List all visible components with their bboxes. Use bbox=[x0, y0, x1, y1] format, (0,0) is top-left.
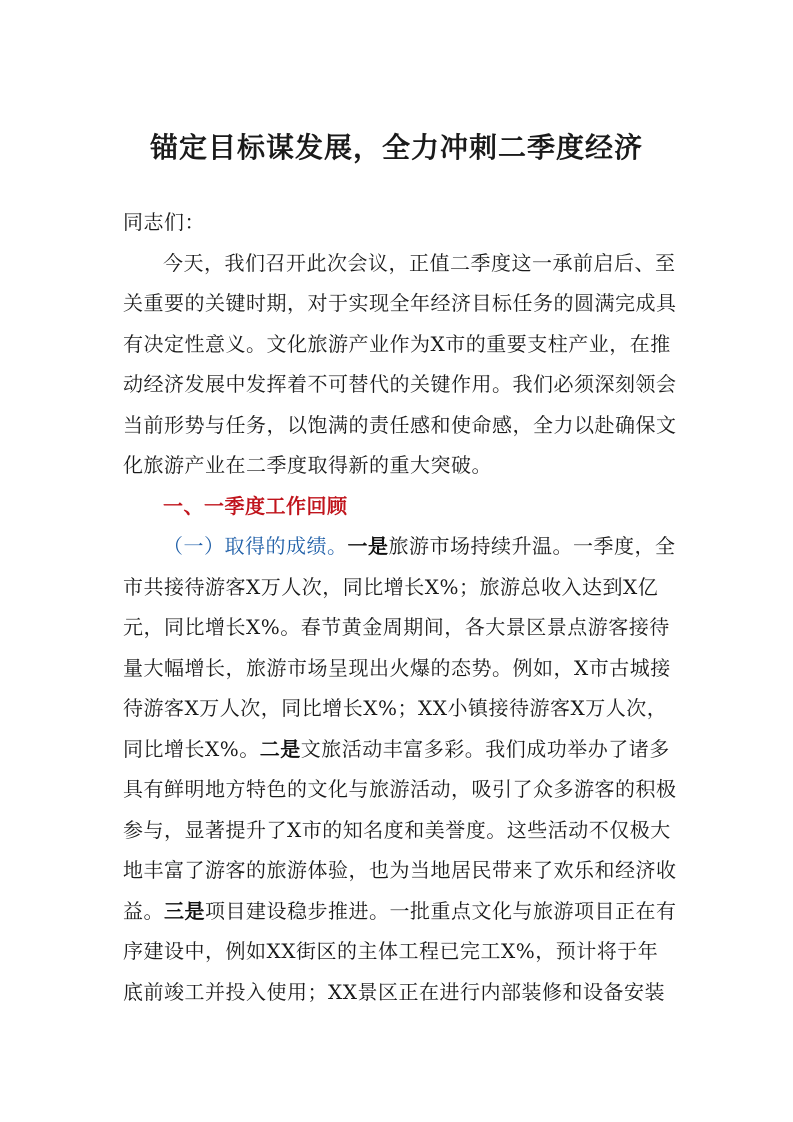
greeting: 同志们： bbox=[123, 210, 205, 234]
paragraph-line: 动经济发展中发挥着不可替代的关键作用。我们必须深刻领会 bbox=[123, 372, 677, 396]
paragraph-line bbox=[123, 891, 677, 932]
paragraph-achievements bbox=[123, 526, 677, 1012]
paragraph-line: 元，同比增长X%。春节黄金周期间，各大景区景点游客接待 bbox=[123, 615, 670, 639]
text-run: 旅游市场持续升温。一季度，全 bbox=[388, 534, 676, 558]
document-body bbox=[123, 202, 677, 1012]
section-heading: 一、一季度工作回顾 bbox=[163, 493, 348, 518]
emphasis: 二是 bbox=[259, 736, 301, 761]
paragraph-line: 有决定性意义。文化旅游产业作为X市的重要支柱产业，在推 bbox=[123, 331, 671, 356]
paragraph-line bbox=[123, 526, 676, 567]
paragraph-line: 当前形势与任务，以饱满的责任感和使命感，全力以赴确保文 bbox=[123, 412, 677, 437]
emphasis: 三是 bbox=[164, 898, 205, 923]
paragraph-line: 地丰富了游客的旅游体验，也为当地居民带来了欢乐和经济收 bbox=[123, 858, 677, 882]
text-run: 项目建设稳步推进。一批重点文化与旅游项目正在有 bbox=[205, 898, 677, 923]
text-run: 同比增长X%。 bbox=[123, 736, 260, 761]
paragraph-line: 序建设中，例如XX街区的主体工程已完工X%，预计将于年 bbox=[123, 939, 659, 963]
text-run: 文旅活动丰富多彩。我们成功举办了诸多 bbox=[300, 736, 670, 761]
paragraph-line: 关重要的关键时期，对于实现全年经济目标任务的圆满完成具 bbox=[123, 291, 677, 315]
paragraph-line: 具有鲜明地方特色的文化与旅游活动，吸引了众多游客的积极 bbox=[123, 777, 677, 801]
document-title: 锚定目标谋发展，全力冲刺二季度经济 bbox=[149, 131, 643, 164]
paragraph-line: 市共接待游客X万人次，同比增长X%；旅游总收入达到X亿 bbox=[123, 574, 659, 599]
emphasis: 一是 bbox=[347, 534, 389, 558]
paragraph-line: 量大幅增长，旅游市场呈现出火爆的态势。例如，X市古城接 bbox=[123, 655, 671, 680]
paragraph-line: 底前竣工并投入使用；XX景区正在进行内部装修和设备安装 bbox=[123, 979, 665, 1004]
subsection-heading: （一）取得的成绩。 bbox=[163, 534, 348, 558]
paragraph-line bbox=[123, 729, 670, 770]
paragraph-line: 今天，我们召开此次会议，正值二季度这一承前启后、至 bbox=[163, 250, 676, 275]
text-run: 益。 bbox=[123, 898, 164, 923]
paragraph-line: 待游客X万人次，同比增长X%；XX小镇接待游客X万人次， bbox=[123, 696, 668, 720]
paragraph-line: 化旅游产业在二季度取得新的重大突破。 bbox=[123, 453, 492, 477]
paragraph-intro bbox=[123, 243, 677, 486]
paragraph-line: 参与，显著提升了X市的知名度和美誉度。这些活动不仅极大 bbox=[123, 817, 671, 842]
